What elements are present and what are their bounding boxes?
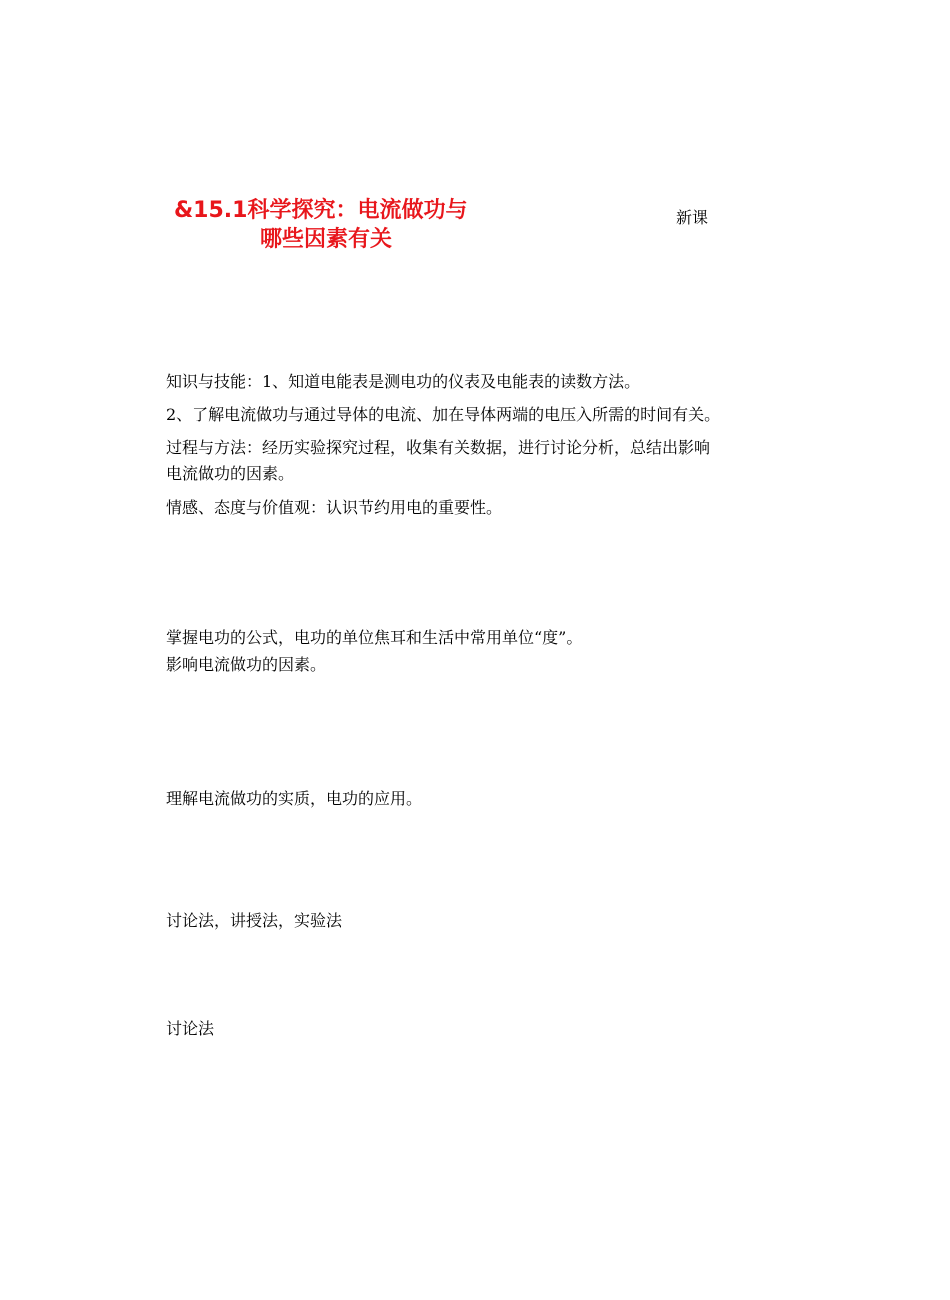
title-line-2: 哪些因素有关 [260,227,393,252]
objective-line: 电流做功的因素。 [166,464,295,483]
difficulty-line: 理解电流做功的实质，电功的应用。 [166,789,423,808]
objective-line: 情感、态度与价值观：认识节约用电的重要性。 [166,498,503,517]
title-line-1: &15.1科学探究：电流做功与 [174,198,468,223]
objective-line: 过程与方法：经历实验探究过程，收集有关数据，进行讨论分析，总结出影响 [166,438,711,457]
key-point-line: 掌握电功的公式，电功的单位焦耳和生活中常用单位“度”。 [166,628,583,647]
teaching-methods-line: 讨论法，讲授法，实验法 [166,911,343,930]
key-point-line: 影响电流做功的因素。 [166,655,327,674]
learning-methods-line: 讨论法 [166,1019,215,1038]
objective-line: 2、了解电流做功与通过导体的电流、加在导体两端的电压入所需的时间有关。 [166,405,721,424]
lesson-type-label: 新课 [676,208,709,227]
objective-line: 知识与技能：1、知道电能表是测电功的仪表及电能表的读数方法。 [166,372,641,391]
